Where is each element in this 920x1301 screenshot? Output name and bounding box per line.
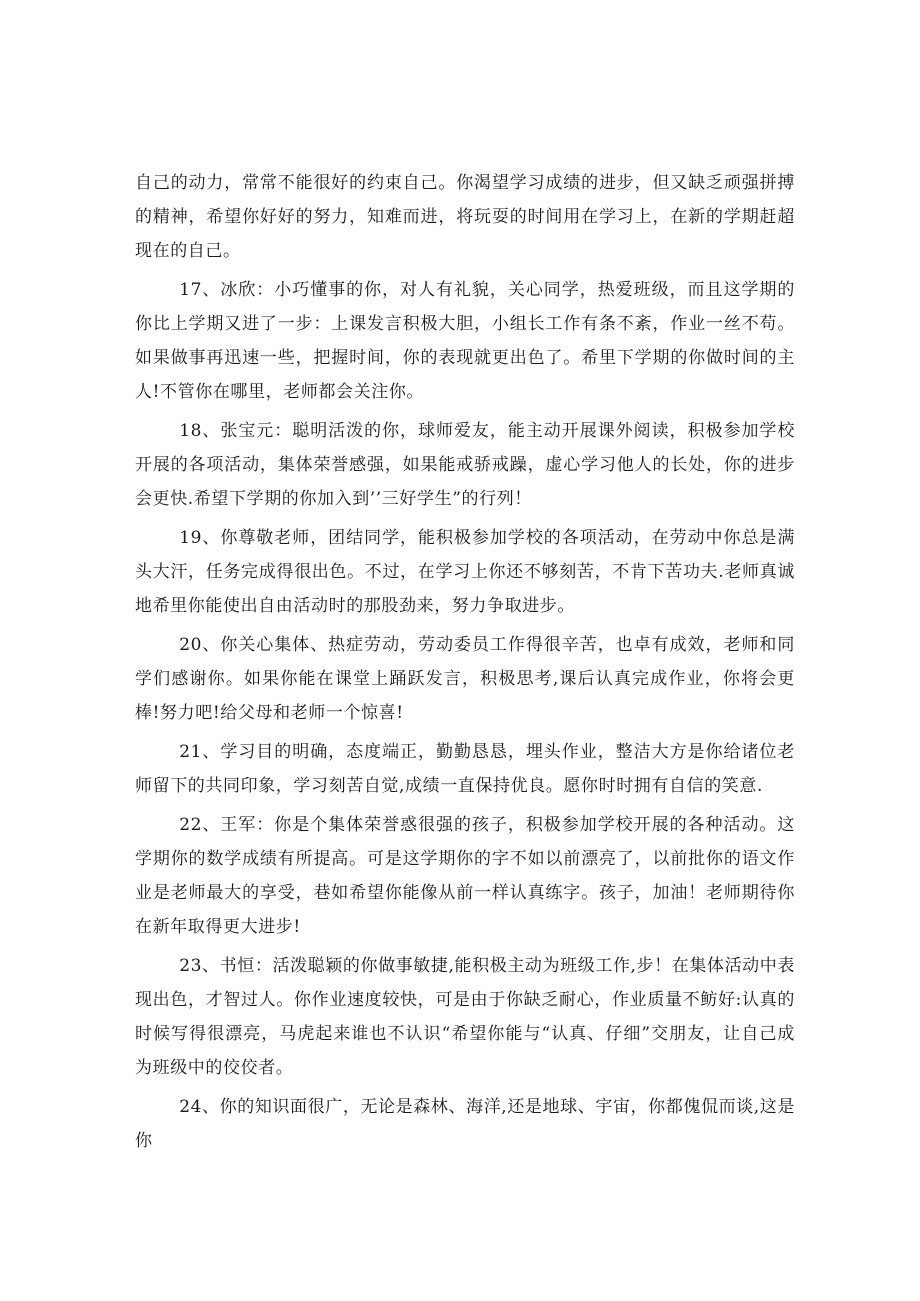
paragraph-comment-17: 17、冰欣：小巧懂事的你，对人有礼貌，关心同学，热爱班级，而且这学期的你比上学期又进了一步：上课发言积极大胆，小组长工作有条不紊，作业一丝不苟。如果做事再迅速一些，把握时间，你的表现就更出色了。希里下学期的你做时间的主人!不管你在哪里，老师都会关注你。 <box>135 280 795 402</box>
paragraph-comment-20: 20、你关心集体、热症劳动，劳动委员工作得很辛苦，也卓有成效，老师和同学们感谢你。如果你能在课堂上踊跃发言，积极思考,课后认真完成作业，你将会更棒!努力吧!给父母和老师一个惊喜! <box>135 635 795 723</box>
paragraph-comment-19: 19、你尊敬老师，团结同学，能积极参加学校的各项活动，在劳动中你总是满头大汗，任务完成得很出色。不过，在学习上你还不够刻苦，不肯下苦功夫.老师真诚地希里你能使出自由活动时的那股劲来，努力争取进步。 <box>135 528 795 616</box>
paragraph-comment-21: 21、学习目的明确，态度端正，勤勤恳恳，埋头作业，整洁大方是你给诸位老师留下的共同印象，学习刻苦自觉,成绩一直保持优良。愿你时时拥有自信的笑意. <box>135 742 795 796</box>
paragraph-comment-23: 23、书恒：活泼聪颖的你做事敏捷,能积极主动为班级工作,步！在集体活动中表现出色，才智过人。你作业速度较快，可是由于你缺乏耐心，作业质量不鲂好:认真的时候写得很漂亮，马虎起来谁也不认识“希望你能与“认真、仔细”交朋友，让自己成为班级中的佼佼者。 <box>135 956 795 1078</box>
paragraph-comment-22: 22、王军：你是个集体荣誉惑很强的孩子，积极参加学校开展的各种活动。这学期你的数学成绩有所提高。可是这学期你的字不如以前漂亮了，以前批你的语文作业是老师最大的享受，巷如希望你能像从前一样认真练字。孩子，加油！老师期待你在新年取得更大进步! <box>135 815 795 937</box>
paragraph-comment-18: 18、张宝元：聪明活泼的你，球师爱友，能主动开展课外阅读，积极参加学校开展的各项活动，集体荣誉感强，如果能戒骄戒躁，虚心学习他人的长处，你的进步会更快.希望下学期的你加入到’’三好学生”的行列！ <box>135 421 795 509</box>
paragraph-comment-24: 24、你的知识面很广，无论是森林、海洋,还是地球、宇宙，你都傀侃而谈,这是你 <box>135 1097 795 1151</box>
paragraph-continuation: 自己的动力，常常不能很好的约束自己。你渴望学习成绩的进步，但又缺乏顽强拼搏的精神，希望你好好的努力，知难而进，将玩耍的时间用在学习上，在新的学期赶超现在的自己。 <box>135 173 795 261</box>
document-body <box>135 166 795 1163</box>
